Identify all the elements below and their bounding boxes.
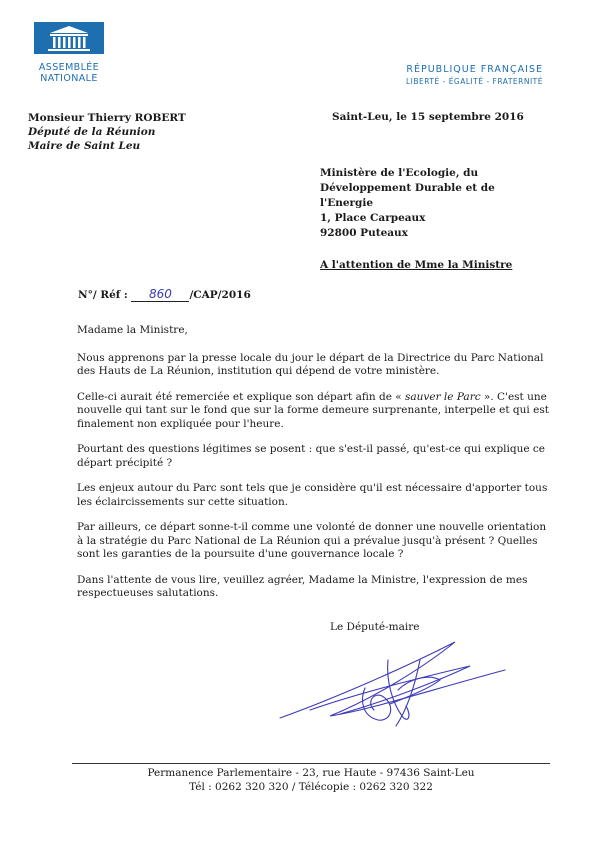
- paragraph-2-start: Celle-ci aurait été remerciée et explique son départ afin de «: [77, 390, 406, 403]
- place-date: Saint-Leu, le 15 septembre 2016: [332, 111, 524, 123]
- sender-title-1: Député de la Réunion: [28, 126, 156, 138]
- paragraph-6: Dans l'attente de vous lire, veuillez agréer, Madame la Ministre, l'expression de mes respectueuses salutations.: [77, 573, 528, 599]
- reference-suffix: /CAP/2016: [189, 289, 251, 301]
- salutation: Madame la Ministre,: [77, 324, 188, 336]
- reference-line: [78, 287, 251, 302]
- republic-title: RÉPUBLIQUE FRANÇAISE: [406, 64, 543, 75]
- paragraph-5: Par ailleurs, ce départ sonne-t-il comme une volonté de donner une nouvelle orientation à la stratégie du Parc National de La Réunion qui a prévalue jusqu'à présent ? Quelles sont les garanties de la poursuite d'une gouvernance locale ?: [77, 521, 547, 560]
- footer-divider: [72, 763, 550, 764]
- recipient-line: 1, Place Carpeaux: [320, 212, 426, 224]
- attention-line: A l'attention de Mme la Ministre: [320, 259, 513, 271]
- recipient-line: l'Energie: [320, 197, 374, 209]
- recipient-block: [320, 166, 495, 241]
- letter-body: [77, 324, 555, 613]
- logo-line-2: NATIONALE: [40, 73, 98, 84]
- republic-header: [406, 64, 543, 86]
- paragraph-3: Pourtant des questions légitimes se posent : que s'est-il passé, qu'est-ce qui explique ce départ précipité ?: [77, 443, 546, 469]
- logo-line-1: ASSEMBLÉE: [38, 62, 100, 73]
- paragraph-2: [77, 391, 555, 432]
- paragraph-2-quote: sauver le Parc: [405, 390, 481, 403]
- recipient-line: Ministère de l'Ecologie, du: [320, 167, 479, 179]
- footer-phones: Tél : 0262 320 320 / Télécopie : 0262 320 322: [189, 781, 433, 793]
- reference-number: 860: [131, 287, 189, 302]
- recipient-line: 92800 Puteaux: [320, 227, 408, 239]
- reference-prefix: N°/ Réf :: [78, 289, 128, 301]
- republic-motto: LIBERTÉ - ÉGALITÉ - FRATERNITÉ: [405, 77, 543, 86]
- signature-title: Le Député-maire: [330, 621, 420, 633]
- paragraph-1: Nous apprenons par la presse locale du jour le départ de la Directrice du Parc National des Hauts de La Réunion, institution qui dépend de votre ministère.: [77, 351, 544, 377]
- handwritten-signature: [270, 630, 510, 740]
- assemblee-nationale-logo: [30, 22, 110, 84]
- paragraph-2-end: ». C'est une nouvelle qui tant sur le fond que sur la forme demeure surprenante, interpelle et qui est finalement non expliquée pour l'heure.: [77, 390, 549, 430]
- recipient-line: Développement Durable et de: [320, 182, 495, 194]
- sender-title-2: Maire de Saint Leu: [28, 140, 141, 152]
- palais-bourbon-icon: [34, 22, 104, 54]
- footer: [72, 766, 550, 794]
- footer-address: Permanence Parlementaire - 23, rue Haute - 97436 Saint-Leu: [147, 767, 475, 779]
- paragraph-4: Les enjeux autour du Parc sont tels que je considère qu'il est nécessaire d'apporter tous les éclaircissements sur cette situation.: [77, 482, 548, 508]
- sender-name: Monsieur Thierry ROBERT: [28, 112, 186, 124]
- sender-block: [28, 111, 186, 153]
